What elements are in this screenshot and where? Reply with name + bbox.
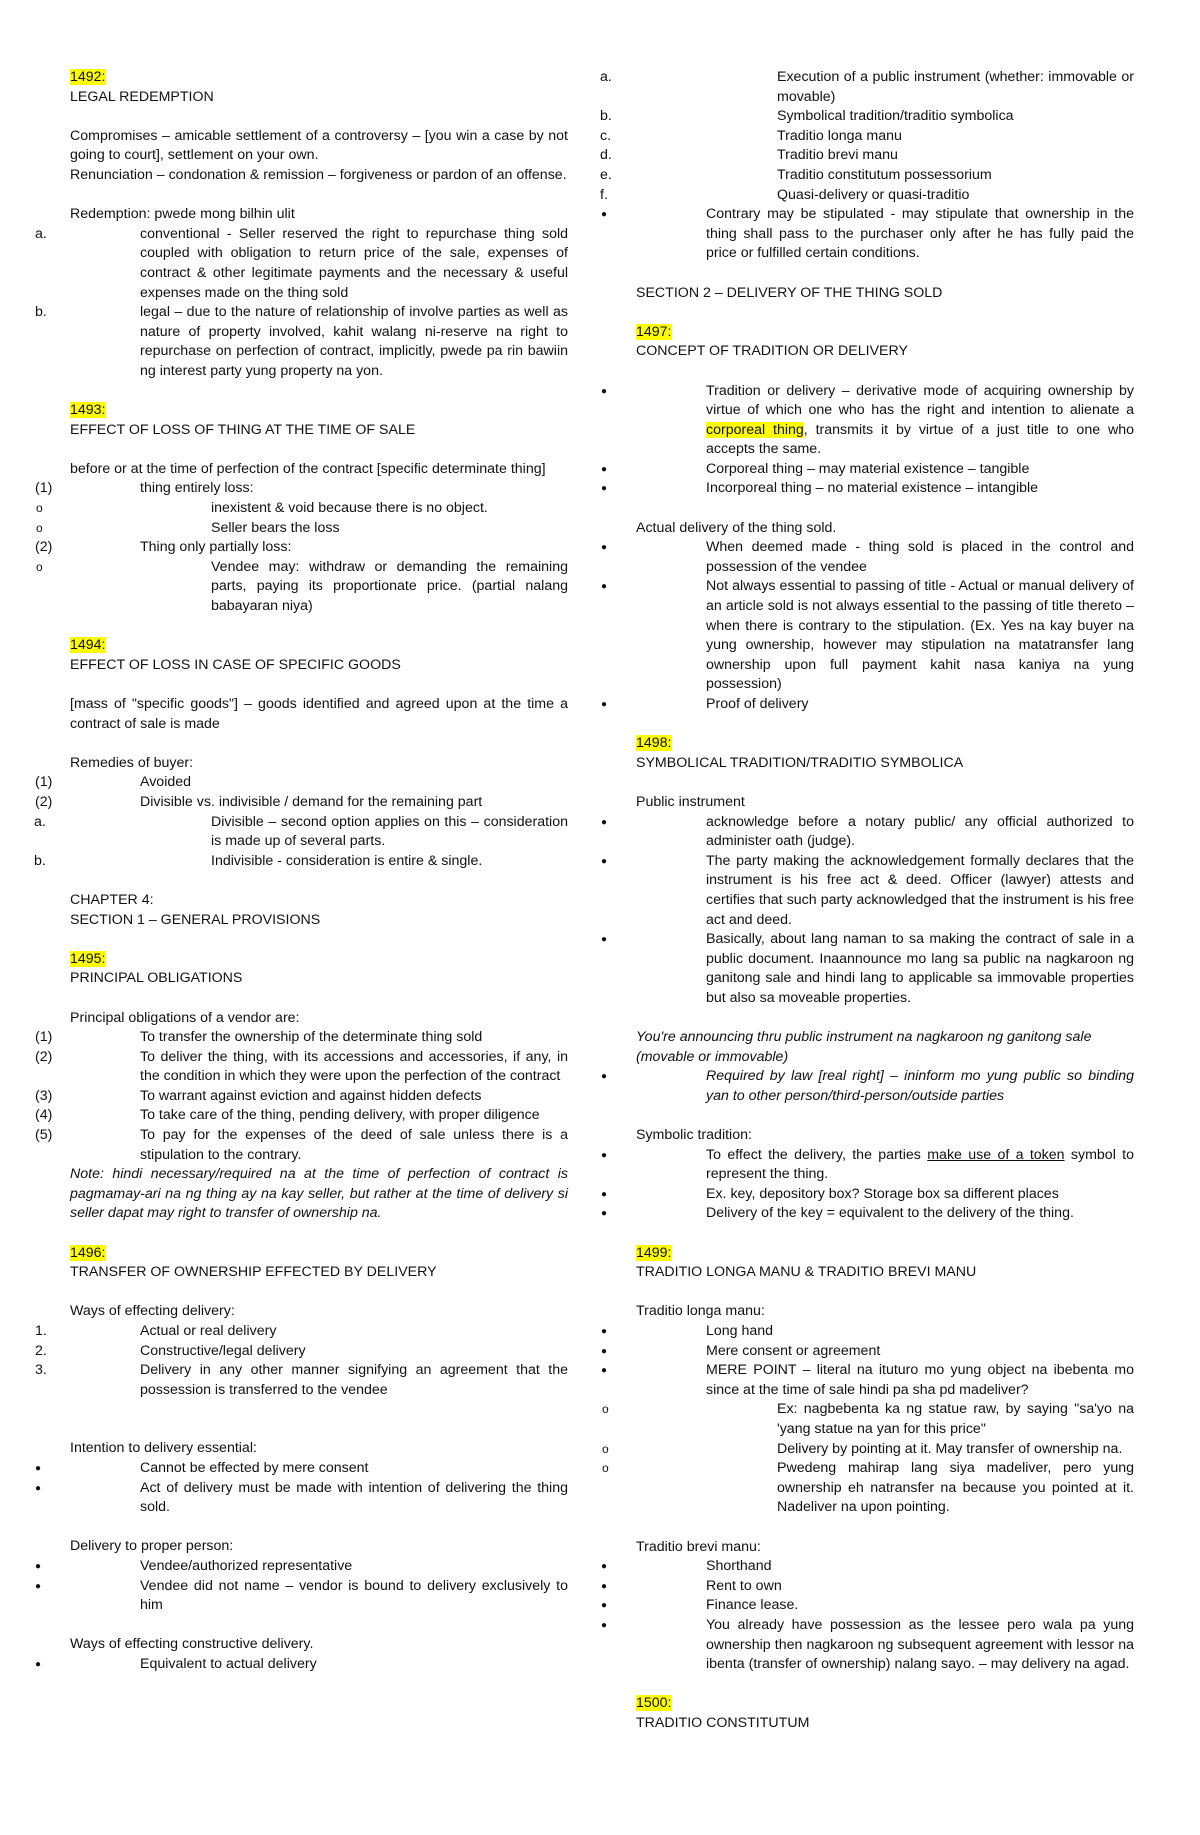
list-item: ● Contrary may be stipulated - may stipulate that ownership in the thing shall pass to the purchaser only after he has fully paid the price or fulfilled certain conditions. <box>601 206 1134 262</box>
paragraph-intention: Intention to delivery essential: <box>70 1440 257 1457</box>
list-item: a. conventional - Seller reserved the right to repurchase thing sold coupled with obligation to return price of the sale, expenses of contract & other legitimate payments and the necessary & useful expenses made on the thing sold <box>35 225 568 301</box>
list-item: f. Quasi-delivery or quasi-traditio <box>600 186 970 203</box>
list-item: o inexistent & void because there is no object. <box>36 500 488 517</box>
paragraph-redemption: Redemption: pwede mong bilhin ulit <box>70 206 295 223</box>
section-number-1497: 1497: <box>636 323 672 340</box>
section-title-1494: EFFECT OF LOSS IN CASE OF SPECIFIC GOODS <box>70 656 401 673</box>
paragraph-constructive: Ways of effecting constructive delivery. <box>70 1636 314 1653</box>
section-number-1492: 1492: <box>70 69 106 85</box>
list-item: ● Proof of delivery <box>601 696 809 712</box>
list-item: ● Ex. key, depository box? Storage box sa different places <box>601 1185 1059 1202</box>
left-column <box>34 68 568 1675</box>
section-number-1496: 1496: <box>70 1244 106 1261</box>
list-item: o Pwedeng mahirap lang siya madeliver, pero yung ownership eh natransfer na because you pointed at it. Nadeliver na upon pointing. <box>602 1460 1134 1516</box>
section-title-1497: CONCEPT OF TRADITION OR DELIVERY <box>636 343 908 360</box>
section-title-1495: PRINCIPAL OBLIGATIONS <box>70 970 243 987</box>
list-item: b. Indivisible - consideration is entire & single. <box>34 852 483 869</box>
list-item: ● The party making the acknowledgement formally declares that the instrument is his free act & deed. Officer (lawyer) attests and certifies that such party acknowledged that the instrument is his free act and deed. <box>601 852 1134 928</box>
list-item: ● Delivery of the key = equivalent to the delivery of the thing. <box>601 1205 1074 1222</box>
paragraph-longa-manu: Traditio longa manu: <box>636 1303 765 1320</box>
section-title-1500: TRADITIO CONSTITUTUM <box>636 1714 810 1731</box>
list-item: ● Required by law [real right] – ininform mo yung public so binding yan to other person/third-person/outside parties <box>601 1068 1134 1104</box>
list-item: o Seller bears the loss <box>36 519 340 536</box>
section-title-1496: TRANSFER OF OWNERSHIP EFFECTED BY DELIVERY <box>70 1264 437 1281</box>
paragraph-1494-intro: [mass of "specific goods"] – goods identified and agreed upon at the time a contract of sale is made <box>70 696 568 732</box>
list-item: 3. Delivery in any other manner signifying an agreement that the possession is transferred to the vendee <box>35 1362 568 1398</box>
section-number-1498: 1498: <box>636 735 672 752</box>
section-number-1500: 1500: <box>636 1695 672 1712</box>
list-item: e. Traditio constitutum possessorium <box>600 166 992 183</box>
list-item: ● Equivalent to actual delivery <box>35 1655 317 1672</box>
list-item: (2) To deliver the thing, with its accessions and accessories, if any, in the condition in which they were upon the perfection of the contract <box>35 1048 568 1085</box>
section-title-1499: TRADITIO LONGA MANU & TRADITIO BREVI MANU <box>636 1264 977 1281</box>
list-item: (3) To warrant against eviction and against hidden defects <box>35 1087 482 1104</box>
list-item: ● Shorthand <box>601 1558 772 1575</box>
list-item: ● acknowledge before a notary public/ any official authorized to administer oath (judge). <box>601 813 1134 850</box>
section-number-1494: 1494: <box>70 637 106 654</box>
list-item: ● Mere consent or agreement <box>601 1342 881 1359</box>
list-item: ● You already have possession as the lessee pero wala pa yung ownership then nagkaroon ng subsequent agreement with lessor na ibenta (transfer of ownership) nalang sayo. – may delivery na agad. <box>601 1616 1134 1673</box>
list-item: b. legal – due to the nature of relationship of involve parties as well as nature of property involved, kahit walang ni-reserve na right to repurchase on perfection of contract, implicitly, pwede pa rin bawiin ng interest party yung property na yon. <box>35 304 568 379</box>
list-item: ● Basically, about lang naman to sa making the contract of sale in a public document. Inaannounce mo lang sa public na nagkaroon ng ganitong sale and hindi lang to applicable sa immovable properties but also sa moveable properties. <box>601 931 1134 1006</box>
highlighted-term: corporeal thing <box>706 421 804 438</box>
paragraph-actual-delivery: Actual delivery of the thing sold. <box>636 519 837 536</box>
italic-paragraph: You're announcing thru public instrument na nagkaroon ng ganitong sale (movable or immovable) <box>636 1029 1092 1065</box>
paragraph-ways: Ways of effecting delivery: <box>70 1303 235 1320</box>
paragraph-remedies: Remedies of buyer: <box>70 754 194 771</box>
section-title-1492: LEGAL REDEMPTION <box>70 88 214 105</box>
list-item: (5) To pay for the expenses of the deed of sale unless there is a stipulation to the contrary. <box>35 1127 568 1163</box>
list-item: ● Tradition or delivery – derivative mode of acquiring ownership by virtue of which one who has the right and intention to alienate a corporeal thing, transmits it by virtue of a just title to one who accepts the same. <box>601 382 1134 458</box>
list-item: ● Not always essential to passing of title - Actual or manual delivery of an article sold is not always essential to the passing of title thereto – when there is contrary to the stipulation. (Ex. Yes na kay buyer na yung ownership, however may stipulation na matatransfer lang ownership upon full payment kahit nasa kaniya na yung possession) <box>601 578 1134 693</box>
list-item: (2) Divisible vs. indivisible / demand for the remaining part <box>35 793 483 810</box>
section-number-1499: 1499: <box>636 1244 672 1261</box>
list-item: 2. Constructive/legal delivery <box>35 1342 306 1359</box>
paragraph-1493-intro: before or at the time of perfection of the contract [specific determinate thing] <box>70 460 546 477</box>
underlined-term: make use of a token <box>927 1146 1065 1163</box>
list-item: ● Corporeal thing – may material existence – tangible <box>601 460 1030 477</box>
list-item: ● Finance lease. <box>601 1597 799 1614</box>
list-item: b. Symbolical tradition/traditio symbolica <box>600 108 1014 125</box>
list-item: c. Traditio longa manu <box>600 127 902 144</box>
list-item: (1) thing entirely loss: <box>35 480 254 497</box>
paragraph-symbolic: Symbolic tradition: <box>636 1127 752 1144</box>
section-number-1493: 1493: <box>70 402 106 419</box>
list-item: (1) Avoided <box>35 774 192 791</box>
section-title-1493: EFFECT OF LOSS OF THING AT THE TIME OF SALE <box>70 421 416 438</box>
list-item: a. Divisible – second option applies on this – consideration is made up of several parts. <box>34 813 568 850</box>
list-item: (4) To take care of the thing, pending delivery, with proper diligence <box>35 1107 540 1124</box>
list-item: ● Rent to own <box>601 1577 782 1594</box>
section-heading: SECTION 1 – GENERAL PROVISIONS <box>70 911 321 928</box>
paragraph-brevi-manu: Traditio brevi manu: <box>636 1538 761 1555</box>
list-item: (1) To transfer the ownership of the determinate thing sold <box>35 1029 483 1046</box>
chapter-heading: CHAPTER 4: <box>70 891 154 908</box>
paragraph-proper-person: Delivery to proper person: <box>70 1538 234 1555</box>
list-item: o Vendee may: withdraw or demanding the remaining parts, paying its proportionate price. (partial nalang babayaran niya) <box>36 558 568 615</box>
list-item: ● Vendee did not name – vendor is bound to delivery exclusively to him <box>35 1577 568 1614</box>
list-item: ● Act of delivery must be made with intention of delivering the thing sold. <box>35 1479 568 1516</box>
list-item: ● Vendee/authorized representative <box>35 1557 353 1574</box>
list-item: o Delivery by pointing at it. May transfer of ownership na. <box>602 1440 1123 1457</box>
list-item: 1. Actual or real delivery <box>35 1323 277 1339</box>
list-item: ● Long hand <box>601 1323 774 1339</box>
list-item: (2) Thing only partially loss: <box>35 539 292 556</box>
right-column <box>600 68 1135 1733</box>
list-item: ● When deemed made - thing sold is placed in the control and possession of the vendee <box>601 539 1134 575</box>
list-item: d. Traditio brevi manu <box>600 147 898 164</box>
section-heading: SECTION 2 – DELIVERY OF THE THING SOLD <box>636 284 943 301</box>
paragraph-renunciation: Renunciation – condonation & remission – forgiveness or pardon of an offense. <box>70 166 567 183</box>
list-item: o Ex: nagbebenta ka ng statue raw, by saying "sa'yo na 'yang statue na yan for this price" <box>602 1401 1134 1437</box>
note-paragraph: Note: hindi necessary/required na at the time of perfection of contract is pagmamay-ari na ng thing ay na kay seller, but rather at the time of delivery si seller dapat may right to transfer of ownership na. <box>70 1166 568 1222</box>
paragraph-public-instrument: Public instrument <box>636 793 745 810</box>
list-item: ● MERE POINT – literal na ituturo mo yung object na ibebenta mo since at the time of sale hindi pa sha pd madeliver? <box>601 1362 1134 1398</box>
list-item: ● Cannot be effected by mere consent <box>35 1459 369 1476</box>
paragraph-compromises: Compromises – amicable settlement of a controversy – [you win a case by not going to court], settlement on your own. <box>70 127 568 164</box>
list-item: ● To effect the delivery, the parties make use of a token symbol to represent the thing. <box>601 1146 1135 1183</box>
section-number-1495: 1495: <box>70 950 106 967</box>
list-item: a. Execution of a public instrument (whether: immovable or movable) <box>600 69 1134 105</box>
list-item: ● Incorporeal thing – no material existence – intangible <box>601 480 1039 497</box>
paragraph-1495-intro: Principal obligations of a vendor are: <box>70 1009 300 1026</box>
section-title-1498: SYMBOLICAL TRADITION/TRADITIO SYMBOLICA <box>636 754 964 771</box>
